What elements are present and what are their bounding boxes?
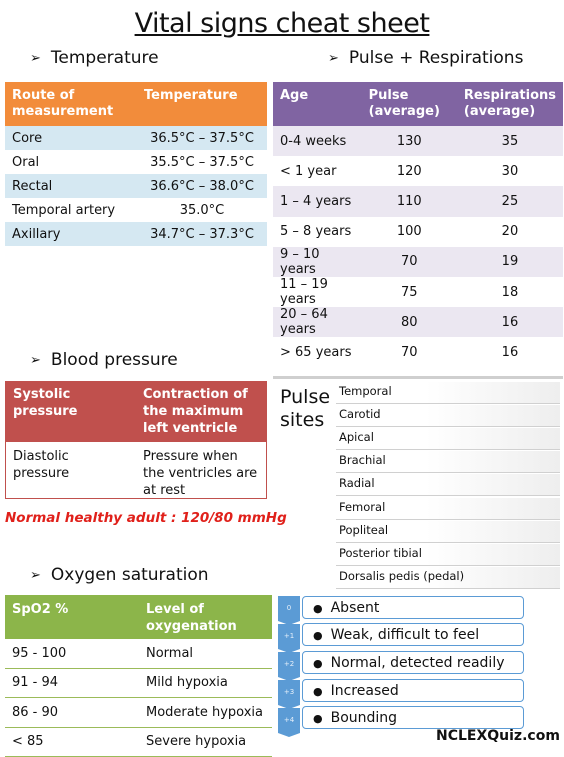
table-row: [273, 337, 563, 367]
temperature-cell: 35.0°C: [137, 198, 267, 222]
pulse-site-item: Femoral: [336, 498, 560, 520]
temperature-table: [5, 82, 267, 246]
bp-term-cell: Diastolic pressure: [13, 449, 70, 481]
age-cell: > 65 years: [273, 337, 362, 367]
pulse-cell: 120: [362, 156, 457, 186]
pulse-strength-item: [302, 651, 524, 674]
table-row: [273, 156, 563, 186]
route-cell: Temporal artery: [5, 198, 137, 222]
column-header: Contraction of the maximum left ventricle: [136, 382, 266, 442]
section-pulse-respirations: [328, 48, 523, 68]
pulse-cell: 100: [362, 217, 457, 247]
age-cell: 9 – 10 years: [273, 247, 362, 277]
table-row: [5, 150, 267, 174]
temperature-cell: 35.5°C – 37.5°C: [137, 150, 267, 174]
spo2-cell: < 85: [5, 727, 139, 757]
table-row: [273, 217, 563, 247]
scale-marker: +3: [278, 680, 300, 705]
pulse-site-item: Posterior tibial: [336, 544, 560, 566]
section-title: Temperature: [50, 48, 159, 68]
pulse-strength-label: Increased: [330, 683, 399, 699]
spo2-cell: 95 - 100: [5, 639, 139, 668]
bullet-icon: ●: [313, 602, 323, 615]
route-cell: Rectal: [5, 174, 137, 198]
column-header: Respirations (average): [457, 82, 563, 126]
section-blood-pressure: [30, 350, 178, 370]
pulse-site-item: Apical: [336, 428, 560, 450]
respirations-cell: 18: [457, 277, 563, 307]
age-cell: 11 – 19 years: [273, 277, 362, 307]
section-oxygen: [30, 565, 209, 585]
pulse-cell: 70: [362, 337, 457, 367]
oxygenation-cell: Moderate hypoxia: [139, 698, 272, 728]
oxygen-saturation-table: [5, 595, 272, 757]
pulse-strength-item: [302, 623, 524, 646]
table-row: [5, 668, 272, 698]
oxygenation-cell: Severe hypoxia: [139, 727, 272, 757]
table-header-row: [5, 82, 267, 126]
pulse-cell: 75: [362, 277, 457, 307]
table-header-row: [5, 595, 272, 639]
table-row: [5, 198, 267, 222]
scale-marker: +2: [278, 652, 300, 677]
respirations-cell: 35: [457, 126, 563, 156]
section-title: Pulse + Respirations: [348, 48, 524, 68]
bullet-icon: ●: [313, 712, 323, 725]
section-title: Blood pressure: [50, 350, 178, 370]
scale-marker: +1: [278, 624, 300, 649]
table-row: [5, 727, 272, 757]
route-cell: Core: [5, 126, 137, 150]
scale-marker: +4: [278, 708, 300, 733]
section-title: Oxygen saturation: [50, 565, 209, 585]
age-cell: 5 – 8 years: [273, 217, 362, 247]
pulse-site-item: Dorsalis pedis (pedal): [336, 567, 560, 589]
table-row: [273, 307, 563, 337]
table-header-row: [273, 82, 563, 126]
column-header: SpO2 %: [5, 595, 139, 639]
table-row: [273, 126, 563, 156]
column-header: Age: [273, 82, 362, 126]
route-cell: Axillary: [5, 222, 137, 246]
blood-pressure-table: [5, 381, 267, 499]
oxygenation-cell: Mild hypoxia: [139, 668, 272, 698]
table-row: [5, 174, 267, 198]
pulse-strength-item: [302, 679, 524, 702]
respirations-cell: 16: [457, 337, 563, 367]
column-header: Temperature: [137, 82, 267, 126]
pulse-site-item: Carotid: [336, 405, 560, 427]
pulse-strength-label: Normal, detected readily: [330, 655, 505, 671]
respirations-cell: 25: [457, 186, 563, 216]
respirations-cell: 16: [457, 307, 563, 337]
arrow-bullet-icon: ➢: [328, 50, 339, 66]
spo2-cell: 86 - 90: [5, 698, 139, 728]
scale-marker: 0: [278, 596, 300, 621]
age-cell: < 1 year: [273, 156, 362, 186]
table-row: [273, 247, 563, 277]
pulse-strength-label: Absent: [330, 600, 380, 616]
pulse-strength-item: [302, 596, 524, 619]
column-header: Systolic pressure: [6, 382, 136, 442]
table-row: [5, 126, 267, 150]
table-row: [273, 186, 563, 216]
column-header: Route of measurement: [5, 82, 137, 126]
pulse-strength-label: Weak, difficult to feel: [330, 627, 480, 643]
table-row: [5, 698, 272, 728]
bullet-icon: ●: [313, 629, 323, 642]
pulse-strength-label: Bounding: [330, 710, 398, 726]
arrow-bullet-icon: ➢: [30, 352, 41, 368]
pulse-cell: 130: [362, 126, 457, 156]
bp-definition-cell: Pressure when the ventricles are at rest: [143, 449, 258, 498]
oxygenation-cell: Normal: [139, 639, 272, 668]
temperature-cell: 34.7°C – 37.3°C: [137, 222, 267, 246]
section-temperature: [30, 48, 159, 68]
age-cell: 20 – 64 years: [273, 307, 362, 337]
pulse-sites-label: Pulse sites: [280, 386, 331, 431]
table-row: [5, 639, 272, 668]
arrow-bullet-icon: ➢: [30, 50, 41, 66]
pulse-site-item: Brachial: [336, 451, 560, 473]
pulse-cell: 110: [362, 186, 457, 216]
bullet-icon: ●: [313, 685, 323, 698]
age-cell: 1 – 4 years: [273, 186, 362, 216]
temperature-cell: 36.6°C – 38.0°C: [137, 174, 267, 198]
column-header: Level of oxygenation: [139, 595, 272, 639]
route-cell: Oral: [5, 150, 137, 174]
pulse-site-item: Temporal: [336, 382, 560, 404]
spo2-cell: 91 - 94: [5, 668, 139, 698]
page-title: Vital signs cheat sheet: [134, 8, 430, 39]
table-header-row: [6, 382, 266, 442]
respirations-cell: 19: [457, 247, 563, 277]
pulse-cell: 80: [362, 307, 457, 337]
pulse-site-item: Radial: [336, 474, 560, 496]
pulse-strength-item: [302, 706, 524, 729]
temperature-cell: 36.5°C – 37.5°C: [137, 126, 267, 150]
pulse-respirations-table: [273, 82, 563, 368]
table-row: [6, 442, 266, 499]
arrow-bullet-icon: ➢: [30, 567, 41, 583]
respirations-cell: 30: [457, 156, 563, 186]
column-header: Pulse (average): [362, 82, 457, 126]
pulse-site-item: Popliteal: [336, 521, 560, 543]
bullet-icon: ●: [313, 657, 323, 670]
pulse-cell: 70: [362, 247, 457, 277]
age-cell: 0-4 weeks: [273, 126, 362, 156]
normal-bp-note: Normal healthy adult : 120/80 mmHg: [5, 510, 287, 526]
brand-watermark: NCLEXQuiz.com: [436, 728, 560, 744]
respirations-cell: 20: [457, 217, 563, 247]
table-row: [5, 222, 267, 246]
table-row: [273, 277, 563, 307]
